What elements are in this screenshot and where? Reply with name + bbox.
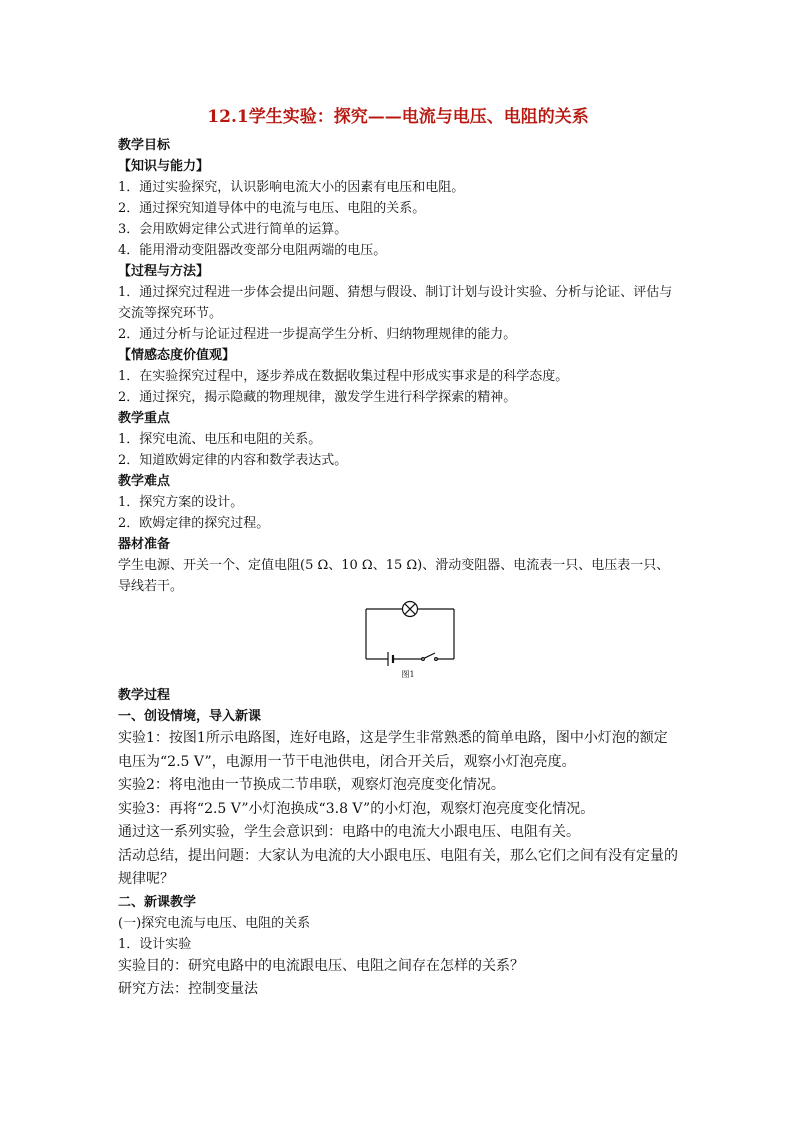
circuit-figure	[118, 599, 678, 681]
key-points-heading: 教学重点	[118, 411, 171, 426]
lamp-icon	[403, 602, 418, 617]
difficulties-heading: 教学难点	[118, 474, 171, 489]
equipment-text: 学生电源、开关一个、定值电阻(5 Ω、10 Ω、15 Ω)、滑动变阻器、电流表一只、电压表一只、导线若干。	[118, 558, 670, 594]
paragraph: 实验目的：研究电路中的电流跟电压、电阻之间存在怎样的关系？	[118, 957, 524, 974]
document-page	[118, 104, 678, 1002]
objectives-heading: 教学目标	[118, 138, 171, 153]
list-item: 1．通过探究过程进一步体会提出问题、猜想与假设、制订计划与设计实验、分析与论证、评估与交流等探究环节。	[118, 285, 673, 321]
figure-caption: 图1	[401, 670, 415, 679]
equipment-heading: 器材准备	[118, 537, 171, 552]
step-heading: 1．设计实验	[118, 936, 192, 952]
list-item: 2．通过探究，揭示隐藏的物理规律，激发学生进行科学探索的精神。	[118, 390, 517, 405]
paragraph: 通过这一系列实验，学生会意识到：电路中的电流大小跟电压、电阻有关。	[118, 824, 580, 840]
list-item: 1．通过实验探究，认识影响电流大小的因素有电压和电阻。	[118, 180, 465, 195]
list-item: 4．能用滑动变阻器改变部分电阻两端的电压。	[118, 243, 387, 258]
subsection-heading: (一)探究电流与电压、电阻的关系	[118, 915, 311, 931]
paragraph: 研究方法：控制变量法	[118, 981, 258, 997]
paragraph: 实验1：按图1所示电路图，连好电路，这是学生非常熟悉的简单电路，图中小灯泡的额定电压为“2.5 V”，电源用一节干电池供电，闭合开关后，观察小灯泡亮度。	[118, 730, 668, 770]
paragraph: 实验3：再将“2.5 V”小灯泡换成“3.8 V”的小灯泡，观察灯泡亮度变化情况。	[118, 800, 595, 817]
part2-heading: 二、新课教学	[118, 894, 197, 910]
circuit-diagram	[362, 599, 458, 679]
list-item: 2．通过探究知道导体中的电流与电压、电阻的关系。	[118, 201, 426, 216]
list-item: 2．欧姆定律的探究过程。	[118, 516, 270, 531]
list-item: 3．会用欧姆定律公式进行简单的运算。	[118, 222, 348, 237]
knowledge-heading: 【知识与能力】	[118, 159, 210, 174]
list-item: 1．探究电流、电压和电阻的关系。	[118, 432, 322, 447]
list-item: 1．探究方案的设计。	[118, 495, 244, 510]
teaching-process-heading: 教学过程	[118, 688, 171, 703]
process-heading: 【过程与方法】	[118, 264, 210, 279]
battery-icon	[388, 652, 393, 666]
document-title: 12.1学生实验：探究——电流与电压、电阻的关系	[207, 107, 589, 127]
list-item: 2．知道欧姆定律的内容和数学表达式。	[118, 453, 348, 468]
part1-heading: 一、创设情境，导入新课	[118, 709, 262, 724]
list-item: 2．通过分析与论证过程进一步提高学生分析、归纳物理规律的能力。	[118, 327, 517, 342]
list-item: 1．在实验探究过程中，逐步养成在数据收集过程中形成实事求是的科学态度。	[118, 369, 569, 384]
emotion-heading: 【情感态度价值观】	[118, 348, 236, 363]
paragraph: 实验2：将电池由一节换成二节串联，观察灯泡亮度变化情况。	[118, 777, 505, 793]
switch-icon	[422, 653, 438, 660]
paragraph: 活动总结，提出问题：大家认为电流的大小跟电压、电阻有关，那么它们之间有没有定量的规律呢？	[118, 847, 678, 887]
